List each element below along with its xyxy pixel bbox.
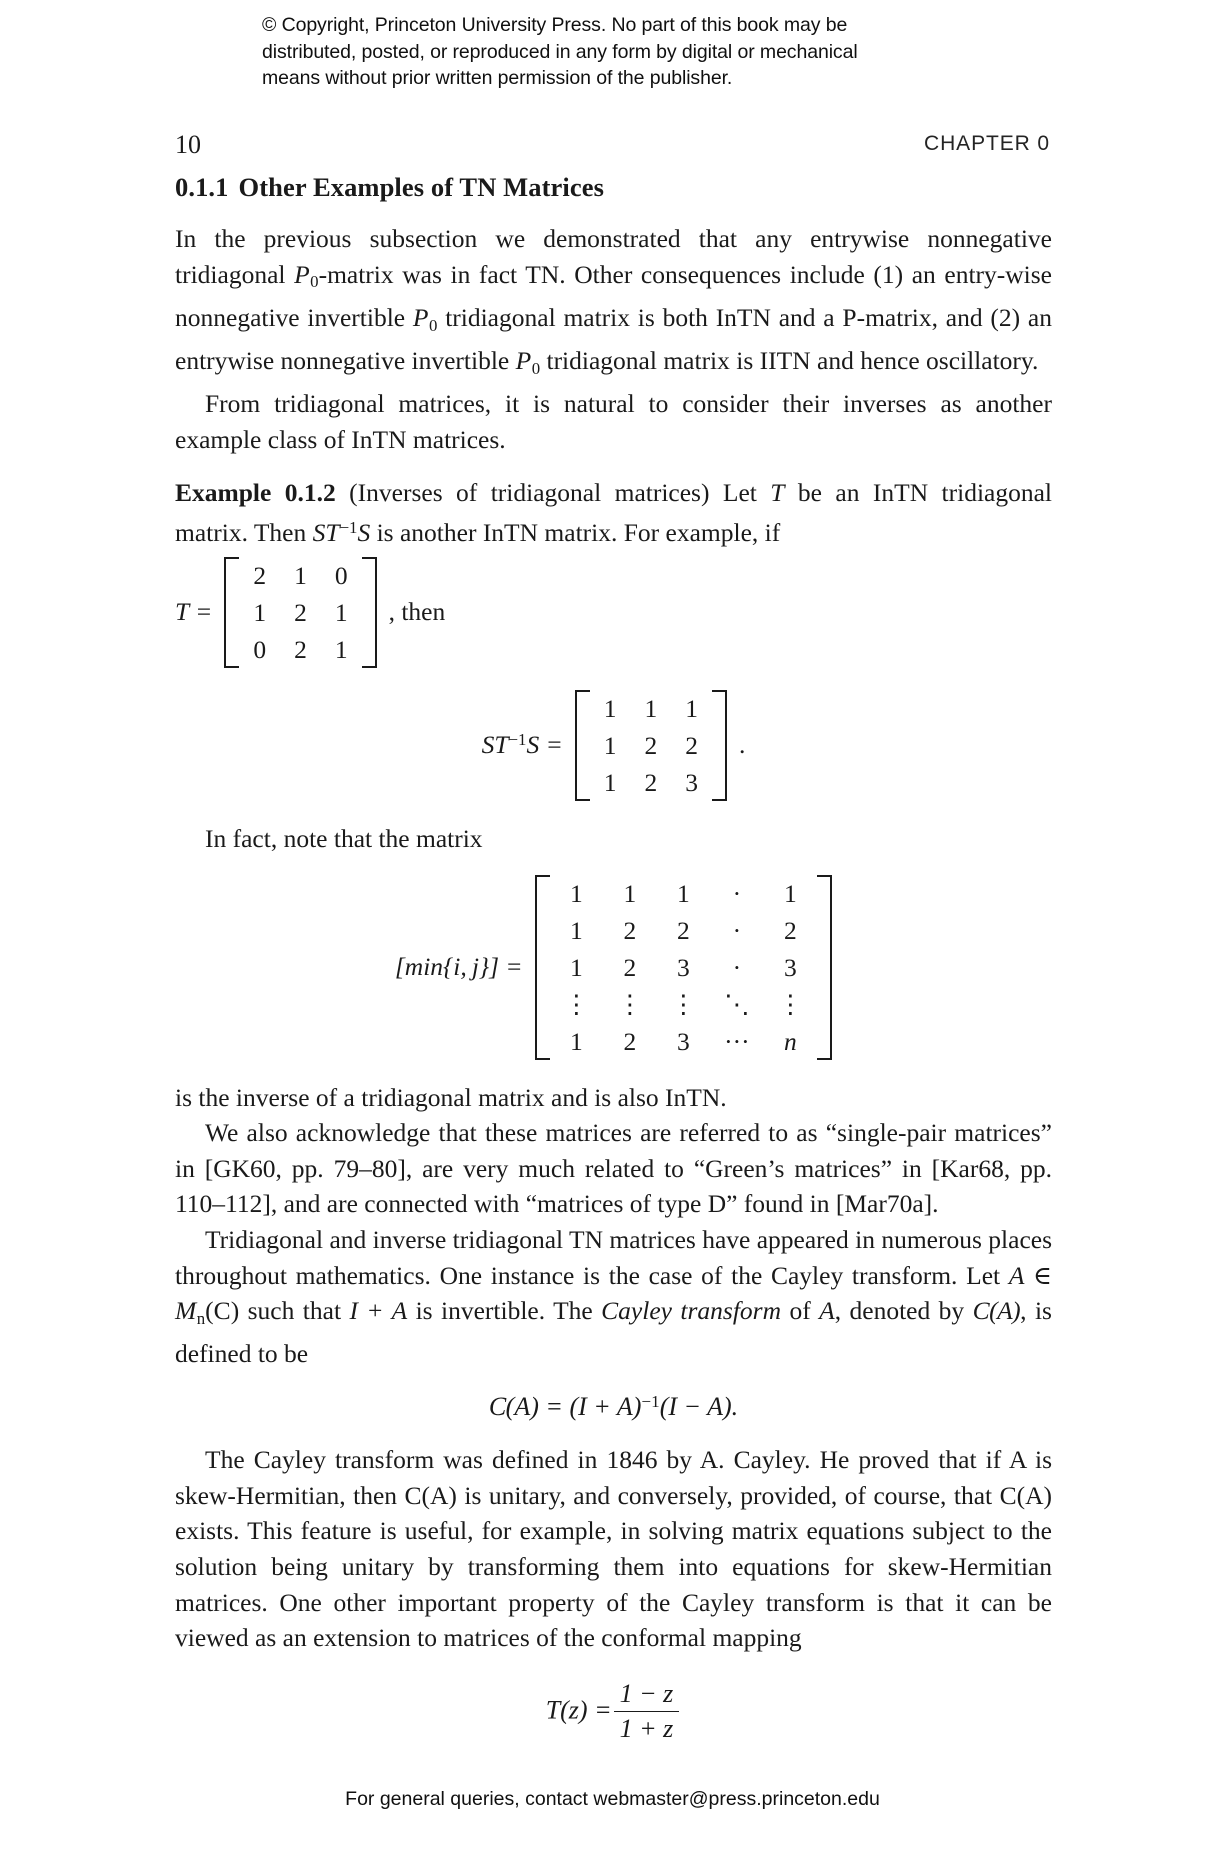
paragraph-intro [175, 221, 1052, 386]
paragraph-citations: We also acknowledge that these matrices are referred to as “single-pair matrices” in [GK60, pp. 79–80], are very much related to “Green’s matrices” in [Kar68, pp. 110–112], and are connected with “matrices of type D” found in [Mar70a]. [175, 1118, 1052, 1219]
display-matrix-T [175, 557, 1052, 668]
section-title: Other Examples of TN Matrices [238, 172, 605, 202]
paragraph-in-fact: In fact, note that the matrix [205, 823, 483, 853]
section-number: 0.1.1 [175, 172, 229, 202]
matrix-cell: 3 [677, 952, 690, 982]
matrix-min-brackets [535, 875, 833, 1060]
matrix-cell: n [784, 1026, 797, 1056]
chapter-label: CHAPTER 0 [924, 132, 1050, 155]
matrix-row [590, 690, 712, 727]
p5-text-e: , denoted by [834, 1296, 973, 1326]
copyright-line-2: distributed, posted, or reproduced in any form by digital or mechanical [262, 40, 858, 63]
paragraph-example [175, 475, 1052, 551]
p1-text-b: -matrix was in fact TN. Other consequences include (1) an entry-wise nonnegative invertible [175, 259, 1052, 332]
display-equation-Tz [175, 1680, 1052, 1745]
paragraph-cayley-properties: The Cayley transform was defined in 1846 by A. Cayley. He proved that if A is skew-Hermitian, then C(A) is unitary, and conversely, provided, of course, that C(A) exists. This feature is useful, for example, in solving matrix equations subject to the solution being unitary by transforming them into equations for skew-Hermitian matrices. One other important property of the Cayley transform is that it can be viewed as an extension to matrices of the conformal mapping [175, 1445, 1052, 1653]
copyright-line-1: © Copyright, Princeton University Press. No part of this book may be [262, 14, 848, 36]
math-P: P [294, 259, 310, 289]
matrix-row [550, 986, 818, 1023]
matrix-cell: ⋱ [724, 989, 750, 1019]
bracket-left-icon [224, 557, 239, 668]
p5-text-c: is invertible. The [407, 1296, 602, 1326]
page-number: 10 [175, 130, 201, 159]
matrix-cell: 2 [294, 634, 307, 664]
matrix-cell: 1 [570, 878, 583, 908]
p1-text-d: tridiagonal matrix is IITN and hence oscillatory. [540, 346, 1039, 376]
math-T-inline: T [770, 477, 785, 507]
matrix-row [550, 912, 818, 949]
matrix-cell: 2 [623, 1026, 637, 1056]
math-A-2: A [819, 1296, 835, 1326]
matrix-cell: ⋮ [563, 989, 590, 1019]
matrix-cell: 3 [677, 1026, 690, 1056]
matrix-cell: 2 [253, 560, 267, 590]
p5-text-b: such that [239, 1296, 350, 1326]
matrix-cell: 1 [685, 693, 699, 723]
math-I-plus-A: I + A [349, 1296, 408, 1326]
matrix-row [550, 949, 818, 986]
matrix-T-grid [239, 557, 361, 668]
bracket-left-icon [535, 875, 550, 1060]
display-equation-cayley [175, 1392, 1052, 1422]
matrix-cell: 2 [677, 915, 690, 945]
Tz-lhs: T(z) = [545, 1695, 612, 1725]
example-label: Example 0.1.2 [175, 477, 336, 507]
fraction-denominator: 1 + z [614, 1711, 680, 1744]
matrix-cell: 2 [623, 952, 637, 982]
paragraph-inverse-tridiagonal: is the inverse of a tridiagonal matrix and is also InTN. [175, 1082, 727, 1112]
math-subscript-0: 0 [310, 272, 319, 292]
example-text-c: is another InTN matrix. For example, if [370, 518, 781, 548]
matrix-row [550, 875, 818, 912]
matrix-ST1S-label: $ST^{-1}S$ = [481, 730, 563, 760]
matrix-cell: 1 [334, 634, 348, 664]
bracket-right-icon [362, 557, 377, 668]
fraction-numerator: 1 − z [619, 1678, 674, 1708]
math-CA-inline: C(A) [972, 1296, 1021, 1326]
matrix-cell: 1 [603, 730, 617, 760]
matrix-cell: 3 [685, 767, 699, 797]
math-Mn-C: $M_n(C)$ [175, 1296, 240, 1328]
matrix-min-grid [550, 875, 818, 1060]
matrix-cell: 1 [784, 878, 797, 908]
math-P0-b: $P_0$ [412, 302, 438, 335]
matrix-cell: 1 [677, 878, 690, 908]
matrix-cell: 1 [623, 878, 637, 908]
bracket-left-icon [575, 690, 590, 801]
math-element-of: ∈ [1033, 1260, 1053, 1290]
p1-text-c: tridiagonal matrix is both InTN and a P-matrix, and (2) an entrywise nonnegative invertible [175, 302, 1052, 376]
matrix-cell: 2 [294, 597, 307, 627]
matrix-cell: 1 [570, 915, 583, 945]
matrix-cell: 1 [570, 952, 583, 982]
matrix-cell: 2 [784, 915, 797, 945]
matrix-cell: 3 [784, 952, 797, 982]
matrix-T-trailing-text: , then [388, 597, 446, 627]
matrix-cell: · [732, 952, 742, 982]
paragraph-from-tridiagonal: From tridiagonal matrices, it is natural to consider their inverses as another example class of InTN matrices. [175, 389, 1052, 455]
matrix-cell: ⋮ [617, 989, 643, 1019]
bracket-right-icon [817, 875, 832, 1060]
running-head [175, 130, 1050, 160]
matrix-row [550, 1023, 818, 1060]
matrix-cell: 2 [623, 915, 637, 945]
matrix-cell: 1 [603, 767, 617, 797]
p5-text-a: Tridiagonal and inverse tridiagonal TN matrices have appeared in numerous places throughout mathematics. One instance is the case of the Cayley transform. Let [175, 1224, 1052, 1290]
matrix-cell: ⋮ [777, 989, 804, 1019]
display-matrix-min [175, 875, 1052, 1060]
matrix-cell: ⋮ [670, 989, 697, 1019]
math-A-1: A [1008, 1260, 1025, 1290]
bracket-right-icon [712, 690, 727, 801]
body-column [175, 172, 1052, 1745]
matrix-cell: 1 [253, 597, 267, 627]
p5-text-d: of [781, 1296, 820, 1326]
matrix-row [590, 764, 712, 801]
matrix-ST1S-grid [590, 690, 712, 801]
matrix-min-label: [min{i, j}] = [394, 952, 523, 982]
matrix-cell: 2 [685, 730, 699, 760]
cayley-equation-lhs: $C(A) = (I + A)^{-1}(I - A)$. [488, 1391, 739, 1422]
matrix-cell: 2 [644, 767, 658, 797]
display-matrix-ST1S [175, 690, 1052, 801]
matrix-cell: · [732, 878, 742, 908]
matrix-cell: 1 [334, 597, 348, 627]
math-ST1S-inline: $ST^{-1}S$ [312, 518, 371, 548]
matrix-T-label: T = [175, 597, 213, 627]
matrix-cell: 2 [644, 730, 658, 760]
section-heading [175, 172, 1052, 203]
matrix-cell: ··· [724, 1026, 750, 1056]
footer-query-line: For general queries, contact webmaster@press.princeton.edu [345, 1788, 880, 1810]
matrix-cell: 1 [644, 693, 658, 723]
matrix-row [239, 557, 361, 594]
matrix-row [239, 594, 361, 631]
matrix-cell: 0 [334, 560, 348, 590]
matrix-cell: 0 [253, 634, 267, 664]
math-cayley-transform-italic: Cayley transform [601, 1296, 782, 1326]
matrix-ST1S-brackets [575, 690, 727, 801]
matrix-row [239, 631, 361, 668]
p1-text-a: In the previous subsection we demonstrated that any entrywise nonnegative tridiagonal [175, 224, 1052, 289]
copyright-line-3: means without prior written permission of the publisher. [262, 67, 733, 89]
matrix-cell: 1 [603, 693, 617, 723]
matrix-ST1S-period: . [739, 730, 746, 760]
copyright-notice [262, 12, 952, 92]
paragraph-cayley-intro [175, 1222, 1052, 1372]
example-text-a: (Inverses of tridiagonal matrices) Let [335, 477, 771, 507]
math-P0-a [294, 259, 319, 292]
math-P0-c: $P_0$ [515, 346, 541, 378]
matrix-T-brackets [224, 557, 376, 668]
matrix-cell: · [732, 915, 742, 945]
example-text-b: be an InTN tridiagonal matrix. Then [175, 477, 1052, 548]
matrix-row [590, 727, 712, 764]
fraction [614, 1679, 680, 1744]
matrix-cell: 1 [294, 560, 307, 590]
p5-text-f: , is defined to be [175, 1296, 1052, 1369]
matrix-cell: 1 [570, 1026, 583, 1056]
